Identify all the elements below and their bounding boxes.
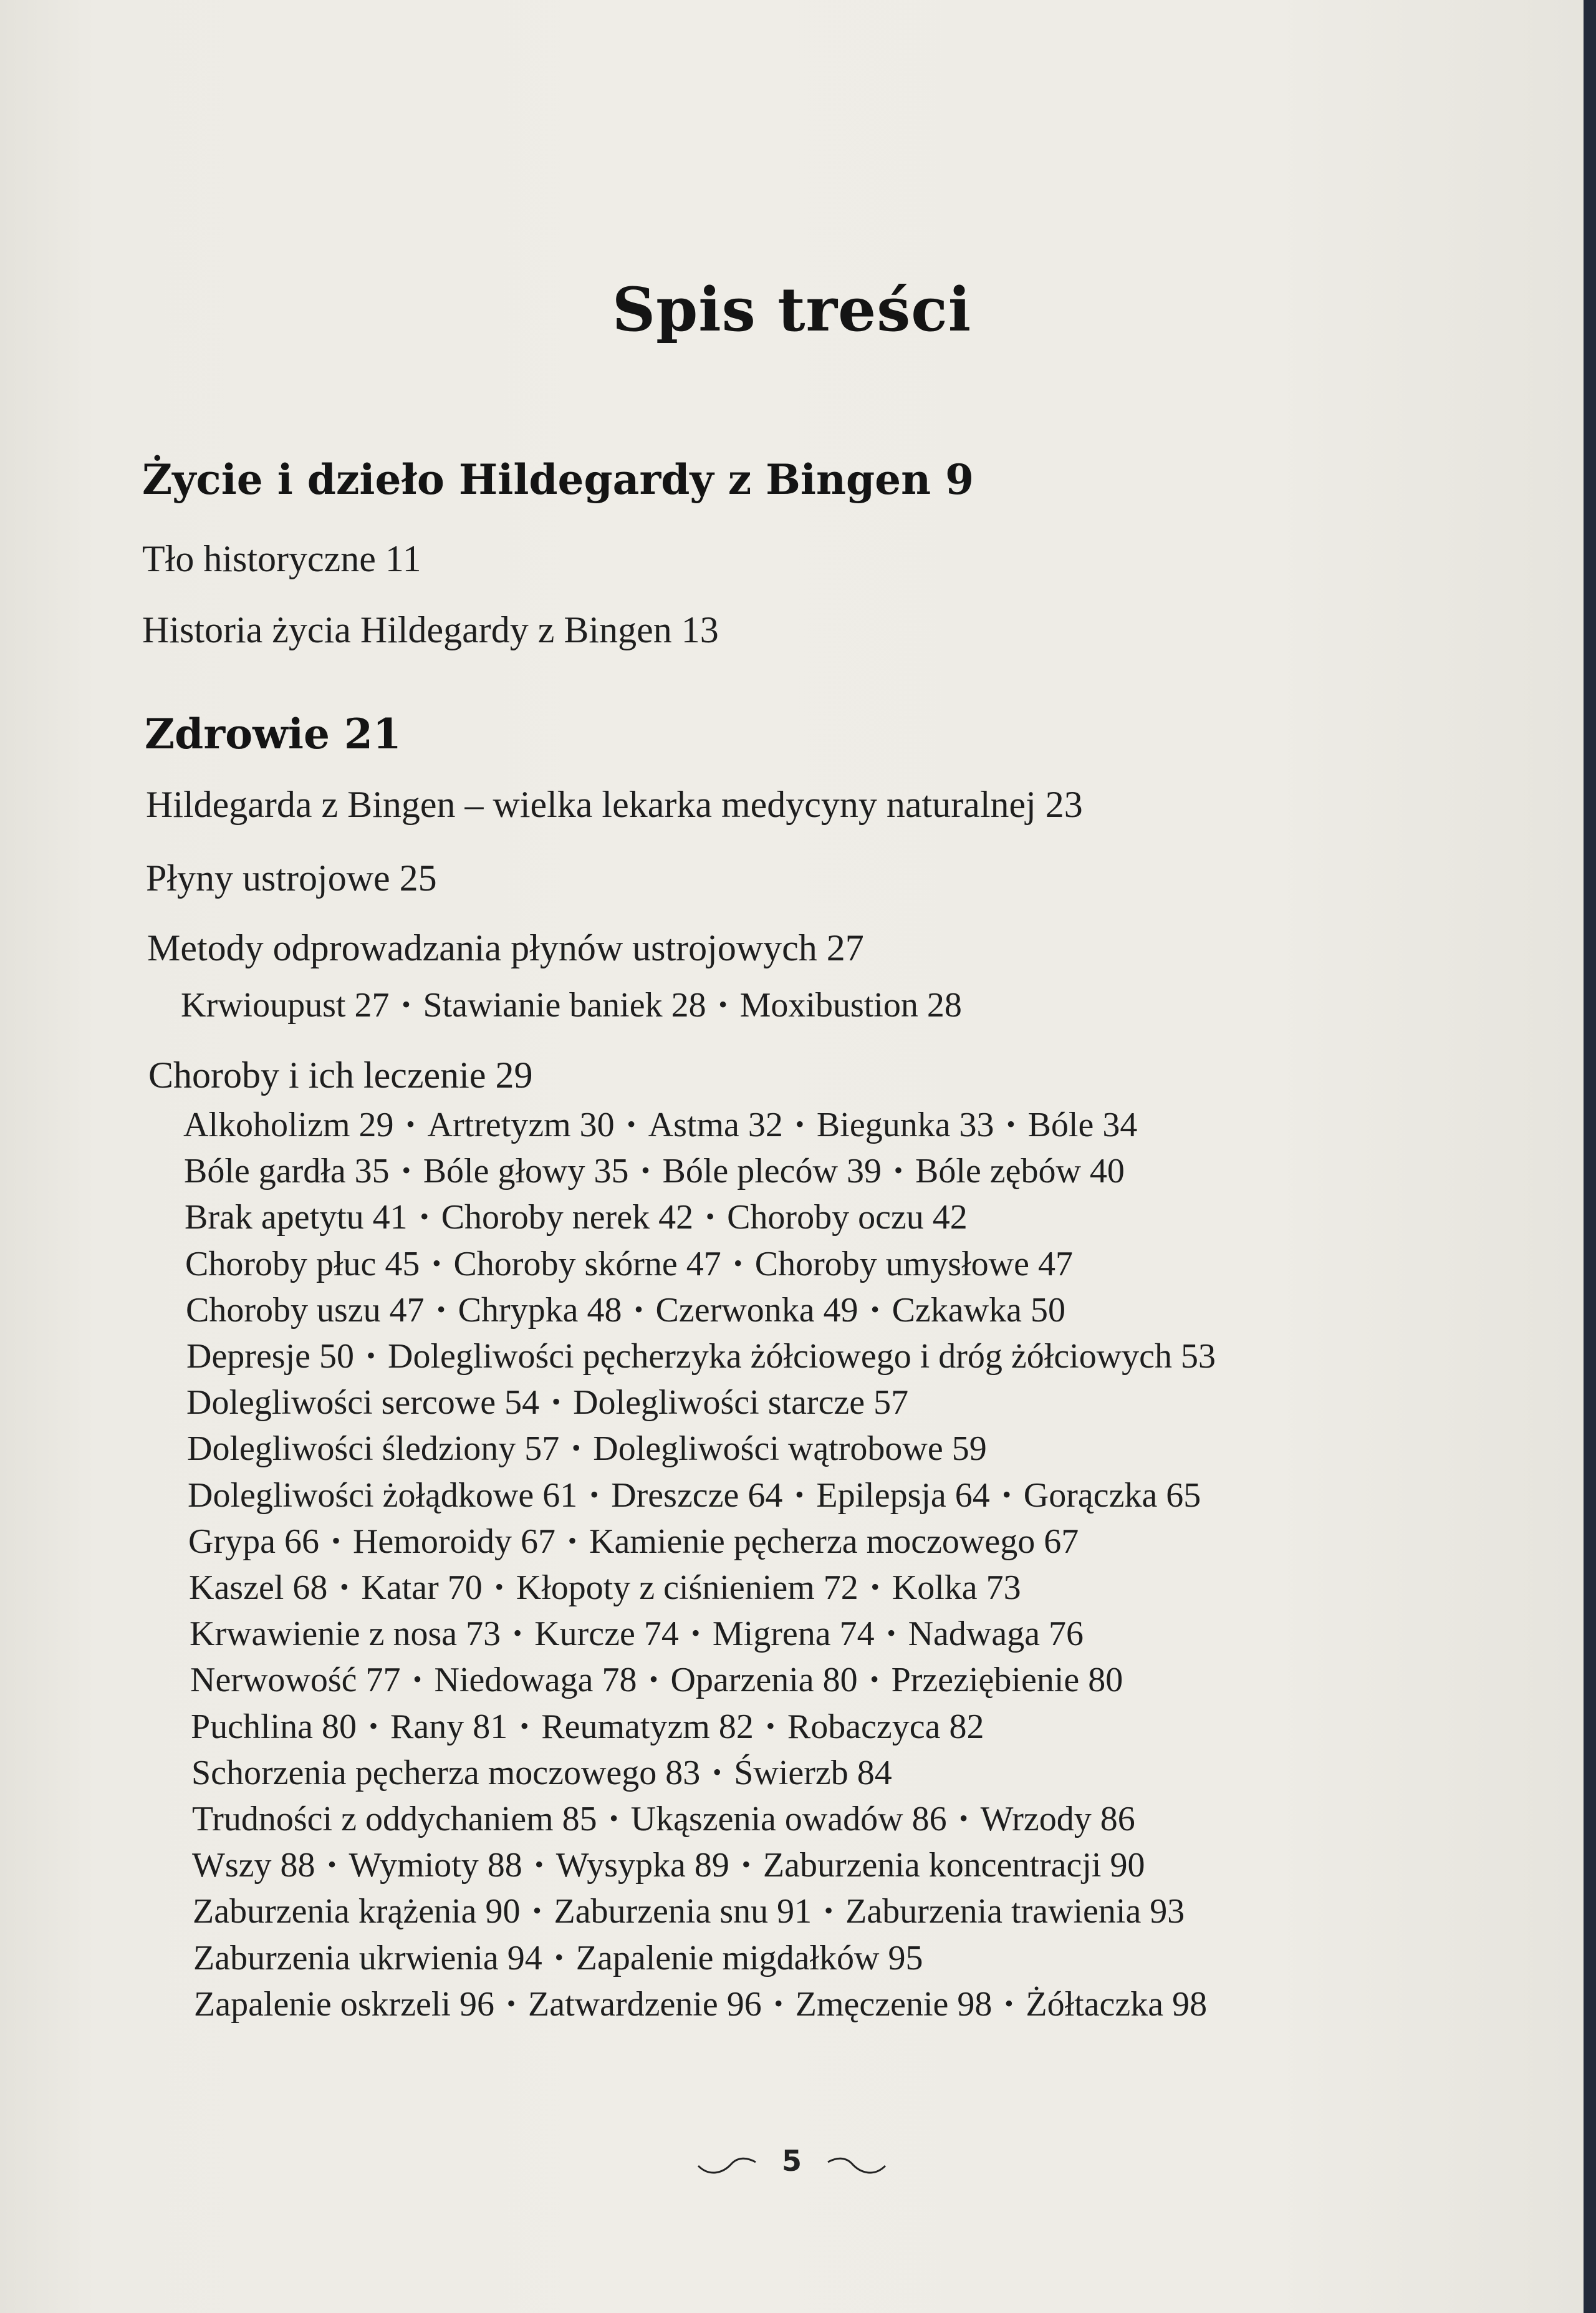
index-item: Krwawienie z nosa 73 xyxy=(190,1615,501,1653)
index-item: Dreszcze 64 xyxy=(611,1476,783,1515)
index-line xyxy=(193,1891,1185,1931)
index-line xyxy=(193,1938,923,1978)
index-item: Żółtaczka 98 xyxy=(1026,1985,1208,2024)
index-item: Rany 81 xyxy=(390,1707,508,1746)
index-line xyxy=(183,1105,1137,1145)
index-item: Zatwardzenie 96 xyxy=(528,1985,762,2024)
toc-entry: Hildegarda z Bingen – wielka lekarka medycyny naturalnej 23 xyxy=(146,784,1083,825)
index-line xyxy=(186,1383,908,1422)
bullet-separator: • xyxy=(691,1619,700,1647)
bullet-separator: • xyxy=(649,1665,658,1693)
bullet-separator: • xyxy=(520,1712,529,1740)
swash-right-icon xyxy=(825,2151,888,2176)
bullet-separator: • xyxy=(568,1527,577,1555)
bullet-separator: • xyxy=(641,1156,650,1184)
toc-entry: Płyny ustrojowe 25 xyxy=(146,857,437,899)
index-item: Katar 70 xyxy=(361,1568,483,1607)
bullet-separator: • xyxy=(795,1480,804,1509)
methods-line xyxy=(181,985,962,1025)
index-item: Alkoholizm 29 xyxy=(183,1106,394,1144)
index-item: Trudności z oddychaniem 85 xyxy=(192,1800,597,1838)
index-line xyxy=(192,1845,1145,1885)
bullet-separator: • xyxy=(795,1110,804,1138)
bullet-separator: • xyxy=(413,1665,422,1693)
index-line xyxy=(185,1244,1073,1284)
index-item: Reumatyzm 82 xyxy=(541,1707,754,1746)
section-heading-life: Życie i dzieło Hildegardy z Bingen 9 xyxy=(142,455,974,504)
bullet-separator: • xyxy=(733,1249,743,1277)
page-title: Spis treści xyxy=(612,274,972,345)
index-item: Depresje 50 xyxy=(186,1337,355,1376)
bullet-separator: • xyxy=(494,1573,504,1601)
index-item: Niedowaga 78 xyxy=(434,1661,637,1699)
bullet-separator: • xyxy=(824,1896,834,1924)
bullet-separator: • xyxy=(554,1943,564,1971)
index-line xyxy=(184,1151,1125,1191)
index-item: Choroby nerek 42 xyxy=(441,1198,694,1237)
index-item: Choroby skórne 47 xyxy=(453,1245,721,1283)
index-item: Bóle głowy 35 xyxy=(423,1152,629,1190)
index-item: Bóle gardła 35 xyxy=(184,1152,390,1190)
index-line xyxy=(190,1614,1084,1654)
bullet-separator: • xyxy=(766,1712,775,1740)
bullet-separator: • xyxy=(718,990,728,1018)
bullet-separator: • xyxy=(401,990,411,1018)
index-line xyxy=(188,1522,1079,1562)
bullet-separator: • xyxy=(368,1712,378,1740)
index-item: Przeziębienie 80 xyxy=(891,1661,1123,1699)
index-item: Bóle pleców 39 xyxy=(662,1152,882,1190)
bullet-separator: • xyxy=(870,1573,880,1601)
index-item: Dolegliwości starcze 57 xyxy=(573,1383,909,1422)
index-item: Dolegliwości śledziony 57 xyxy=(187,1429,560,1468)
index-line xyxy=(189,1568,1021,1608)
bullet-separator: • xyxy=(634,1295,643,1323)
index-item: Kaszel 68 xyxy=(189,1568,328,1607)
toc-entry: Historia życia Hildegardy z Bingen 13 xyxy=(142,609,719,650)
index-item: Choroby płuc 45 xyxy=(185,1245,420,1283)
index-line xyxy=(190,1660,1123,1700)
index-item: Zmęczenie 98 xyxy=(795,1985,993,2024)
bullet-separator: • xyxy=(887,1619,896,1647)
index-item: Kamienie pęcherza moczowego 67 xyxy=(589,1522,1079,1561)
index-item: Hemoroidy 67 xyxy=(352,1522,556,1561)
index-item: Kurcze 74 xyxy=(534,1615,679,1653)
index-item: Dolegliwości żołądkowe 61 xyxy=(188,1476,578,1515)
index-item: Moxibustion 28 xyxy=(739,986,962,1025)
index-item: Zaburzenia snu 91 xyxy=(554,1892,812,1931)
toc-entry: Tło historyczne 11 xyxy=(142,538,421,579)
bullet-separator: • xyxy=(1006,1110,1016,1138)
bullet-separator: • xyxy=(870,1665,879,1693)
swash-left-icon xyxy=(696,2151,758,2176)
index-item: Gorączka 65 xyxy=(1023,1476,1201,1515)
bullet-separator: • xyxy=(741,1850,751,1878)
index-line xyxy=(191,1753,892,1793)
bullet-separator: • xyxy=(1004,1989,1014,2017)
index-item: Bóle zębów 40 xyxy=(915,1152,1125,1190)
index-item: Zaburzenia koncentracji 90 xyxy=(762,1846,1145,1885)
index-item: Świerzb 84 xyxy=(734,1754,892,1792)
index-item: Choroby uszu 47 xyxy=(186,1291,425,1330)
bullet-separator: • xyxy=(572,1434,581,1462)
index-item: Wysypka 89 xyxy=(555,1846,729,1885)
index-item: Wymioty 88 xyxy=(349,1846,522,1885)
index-item: Bóle 34 xyxy=(1027,1106,1138,1144)
bullet-separator: • xyxy=(420,1202,429,1230)
index-line xyxy=(192,1799,1135,1839)
index-item: Choroby oczu 42 xyxy=(727,1198,968,1237)
index-item: Kłopoty z ciśnieniem 72 xyxy=(516,1568,858,1607)
bullet-separator: • xyxy=(327,1850,337,1878)
bullet-separator: • xyxy=(590,1480,599,1509)
bullet-separator: • xyxy=(609,1804,618,1832)
index-item: Zapalenie migdałków 95 xyxy=(575,1939,923,1977)
bullet-separator: • xyxy=(340,1573,349,1601)
diseases-heading: Choroby i ich leczenie 29 xyxy=(148,1055,533,1096)
index-item: Dolegliwości sercowe 54 xyxy=(186,1383,540,1422)
index-line xyxy=(185,1197,968,1237)
bullet-separator: • xyxy=(436,1295,446,1323)
index-item: Biegunka 33 xyxy=(816,1106,994,1144)
index-item: Astma 32 xyxy=(648,1106,783,1144)
index-line xyxy=(186,1336,1216,1376)
bullet-separator: • xyxy=(367,1341,376,1369)
bullet-separator: • xyxy=(552,1388,561,1416)
index-item: Puchlina 80 xyxy=(191,1707,357,1746)
index-item: Zaburzenia ukrwienia 94 xyxy=(193,1939,542,1977)
bullet-separator: • xyxy=(401,1156,411,1184)
index-item: Wszy 88 xyxy=(192,1846,315,1885)
bullet-separator: • xyxy=(513,1619,522,1647)
bullet-separator: • xyxy=(893,1156,903,1184)
index-item: Schorzenia pęcherza moczowego 83 xyxy=(191,1754,701,1792)
index-line xyxy=(188,1475,1201,1515)
index-item: Oparzenia 80 xyxy=(670,1661,858,1699)
index-item: Choroby umysłowe 47 xyxy=(754,1245,1073,1283)
toc-entry: Metody odprowadzania płynów ustrojowych 27 xyxy=(147,927,864,968)
bullet-separator: • xyxy=(627,1110,636,1138)
index-item: Kolka 73 xyxy=(892,1568,1021,1607)
index-line xyxy=(194,1984,1207,2024)
bullet-separator: • xyxy=(534,1850,544,1878)
index-item: Grypa 66 xyxy=(188,1522,319,1561)
index-item: Zaburzenia trawienia 93 xyxy=(845,1892,1185,1931)
index-item: Czerwonka 49 xyxy=(655,1291,858,1330)
bullet-separator: • xyxy=(406,1110,415,1138)
index-item: Brak apetytu 41 xyxy=(185,1198,408,1237)
index-item: Dolegliwości pęcherzyka żółciowego i dróg żółciowych 53 xyxy=(388,1337,1216,1376)
index-line xyxy=(186,1290,1065,1330)
index-item: Krwioupust 27 xyxy=(181,986,390,1025)
index-item: Zaburzenia krążenia 90 xyxy=(193,1892,521,1931)
index-item: Nerwowość 77 xyxy=(190,1661,401,1699)
index-item: Ukąszenia owadów 86 xyxy=(630,1800,947,1838)
bullet-separator: • xyxy=(706,1202,715,1230)
index-item: Robaczyca 82 xyxy=(787,1707,984,1746)
bullet-separator: • xyxy=(713,1758,722,1786)
index-item: Stawianie baniek 28 xyxy=(423,986,706,1025)
bullet-separator: • xyxy=(507,1989,516,2017)
index-item: Artretyzm 30 xyxy=(427,1106,615,1144)
page-footer xyxy=(0,2144,1584,2178)
index-item: Zapalenie oskrzeli 96 xyxy=(194,1985,495,2024)
index-line xyxy=(187,1429,987,1469)
bullet-separator: • xyxy=(959,1804,968,1832)
index-item: Wrzody 86 xyxy=(980,1800,1135,1838)
bullet-separator: • xyxy=(1002,1480,1011,1509)
bullet-separator: • xyxy=(870,1295,880,1323)
bullet-separator: • xyxy=(432,1249,441,1277)
bullet-separator: • xyxy=(532,1896,542,1924)
index-item: Czkawka 50 xyxy=(892,1291,1065,1330)
index-item: Chrypka 48 xyxy=(458,1291,622,1330)
index-item: Nadwaga 76 xyxy=(908,1615,1084,1653)
index-line xyxy=(191,1707,984,1747)
index-item: Dolegliwości wątrobowe 59 xyxy=(593,1429,987,1468)
bullet-separator: • xyxy=(331,1527,340,1555)
section-heading-health: Zdrowie 21 xyxy=(145,710,401,758)
index-item: Migrena 74 xyxy=(712,1615,875,1653)
bullet-separator: • xyxy=(774,1989,783,2017)
index-item: Epilepsja 64 xyxy=(816,1476,990,1515)
page-number: 5 xyxy=(781,2144,802,2178)
